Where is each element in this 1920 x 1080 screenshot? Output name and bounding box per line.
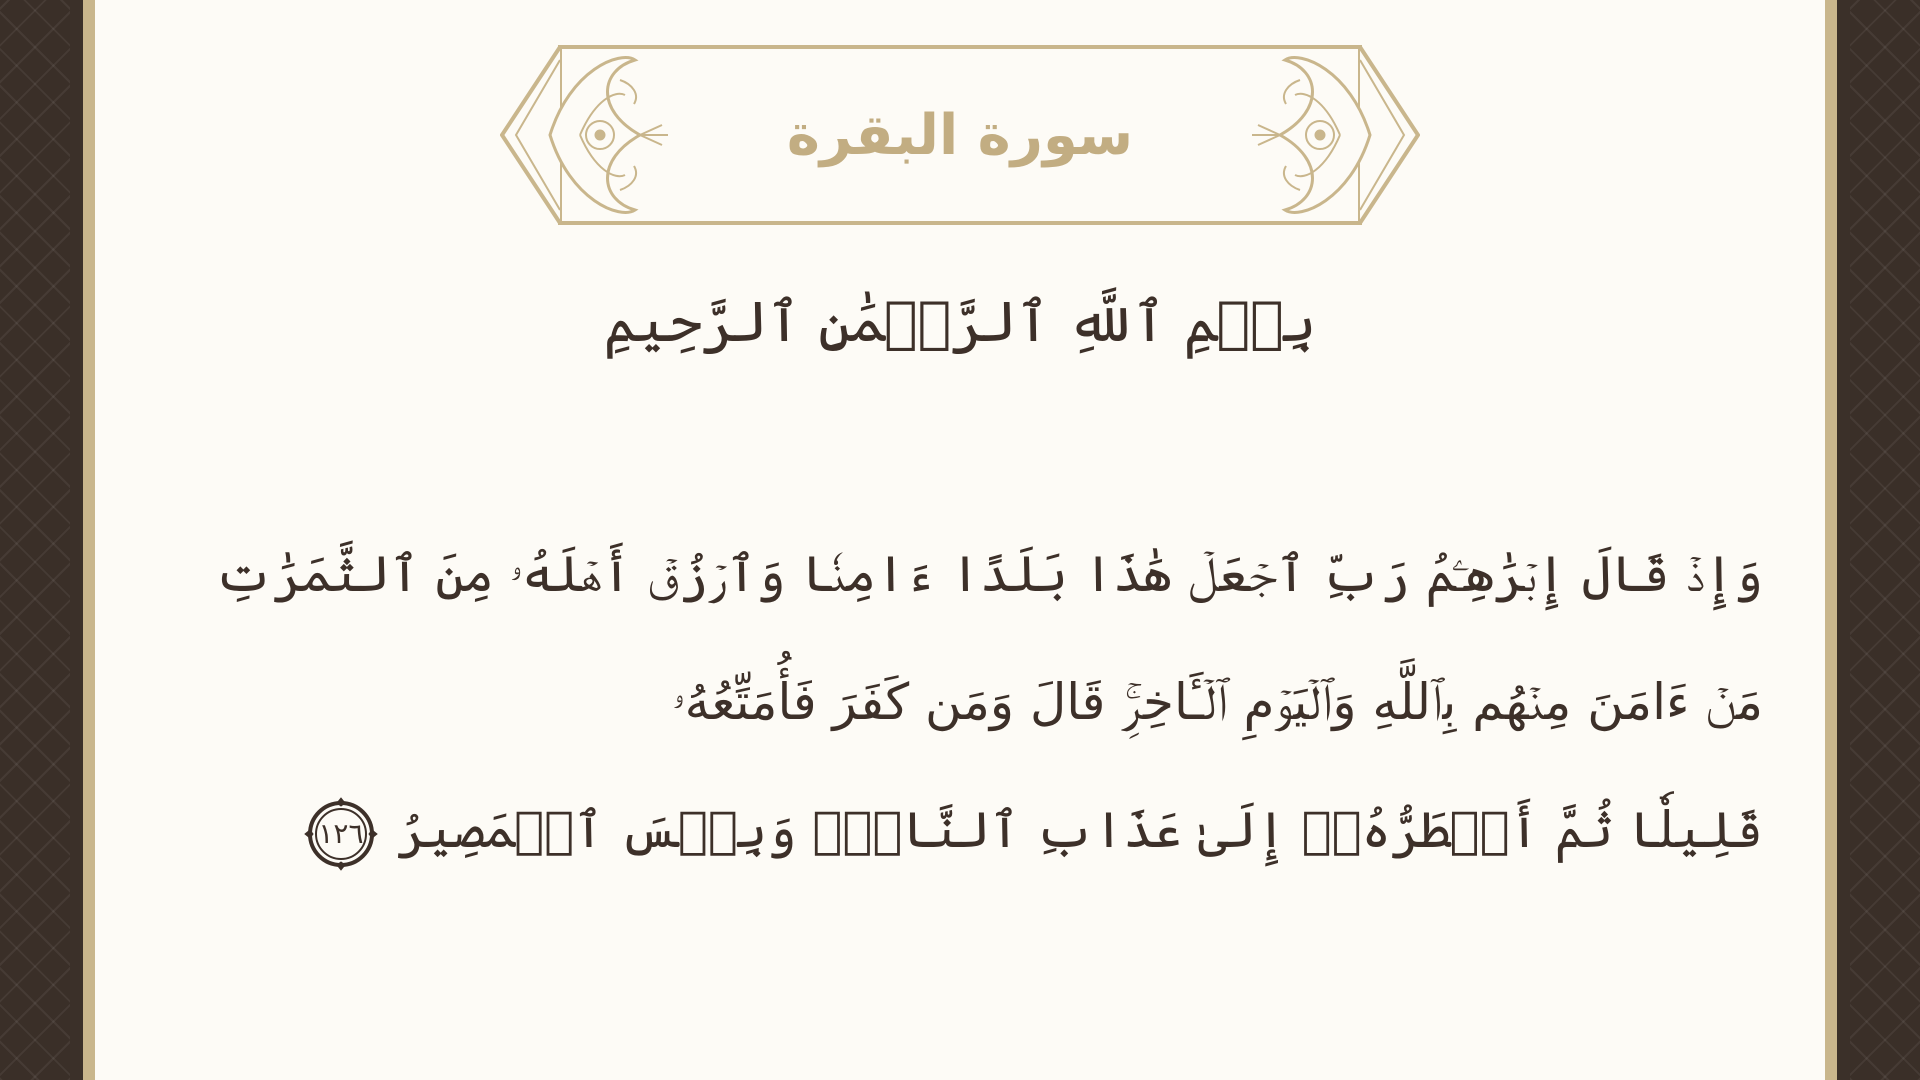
right-gold-rule [1825, 0, 1837, 1080]
left-gold-rule [83, 0, 95, 1080]
surah-title: سورة البقرة [786, 102, 1134, 168]
verse-line-3-text: قَلِيلٗا ثُمَّ أَضۡطَرُّهُۥٓ إِلَىٰ عَذَابِ ٱلنَّارِۖ وَبِئۡسَ ٱلۡمَصِيرُ [396, 801, 1763, 859]
ayah-number: ١٢٦ [318, 817, 364, 850]
ayah-end-marker [303, 796, 379, 872]
mushaf-page [95, 0, 1825, 1080]
verse-text [203, 510, 1763, 894]
verse-line-3 [203, 766, 1763, 894]
basmala: بِسۡمِ ٱللَّهِ ٱلرَّحۡمَٰنِ ٱلرَّحِيمِ [603, 290, 1317, 355]
surah-header-frame [500, 40, 1420, 230]
right-ornamental-border [1850, 0, 1920, 1080]
left-ornamental-border [0, 0, 70, 1080]
verse-line-2: مَنۡ ءَامَنَ مِنۡهُم بِٱللَّهِ وَٱلۡيَوۡمِ ٱلۡـَٔاخِرِۚ قَالَ وَمَن كَفَرَ فَأُمَتِّعُهُۥ [672, 673, 1763, 731]
verse-line-1: وَإِذۡ قَالَ إِبۡرَٰهِـۧمُ رَبِّ ٱجۡعَلۡ هَٰذَا بَلَدًا ءَامِنٗا وَٱرۡزُقۡ أَهۡلَهُۥ مِنَ ٱلثَّمَرَٰتِ [214, 545, 1763, 603]
